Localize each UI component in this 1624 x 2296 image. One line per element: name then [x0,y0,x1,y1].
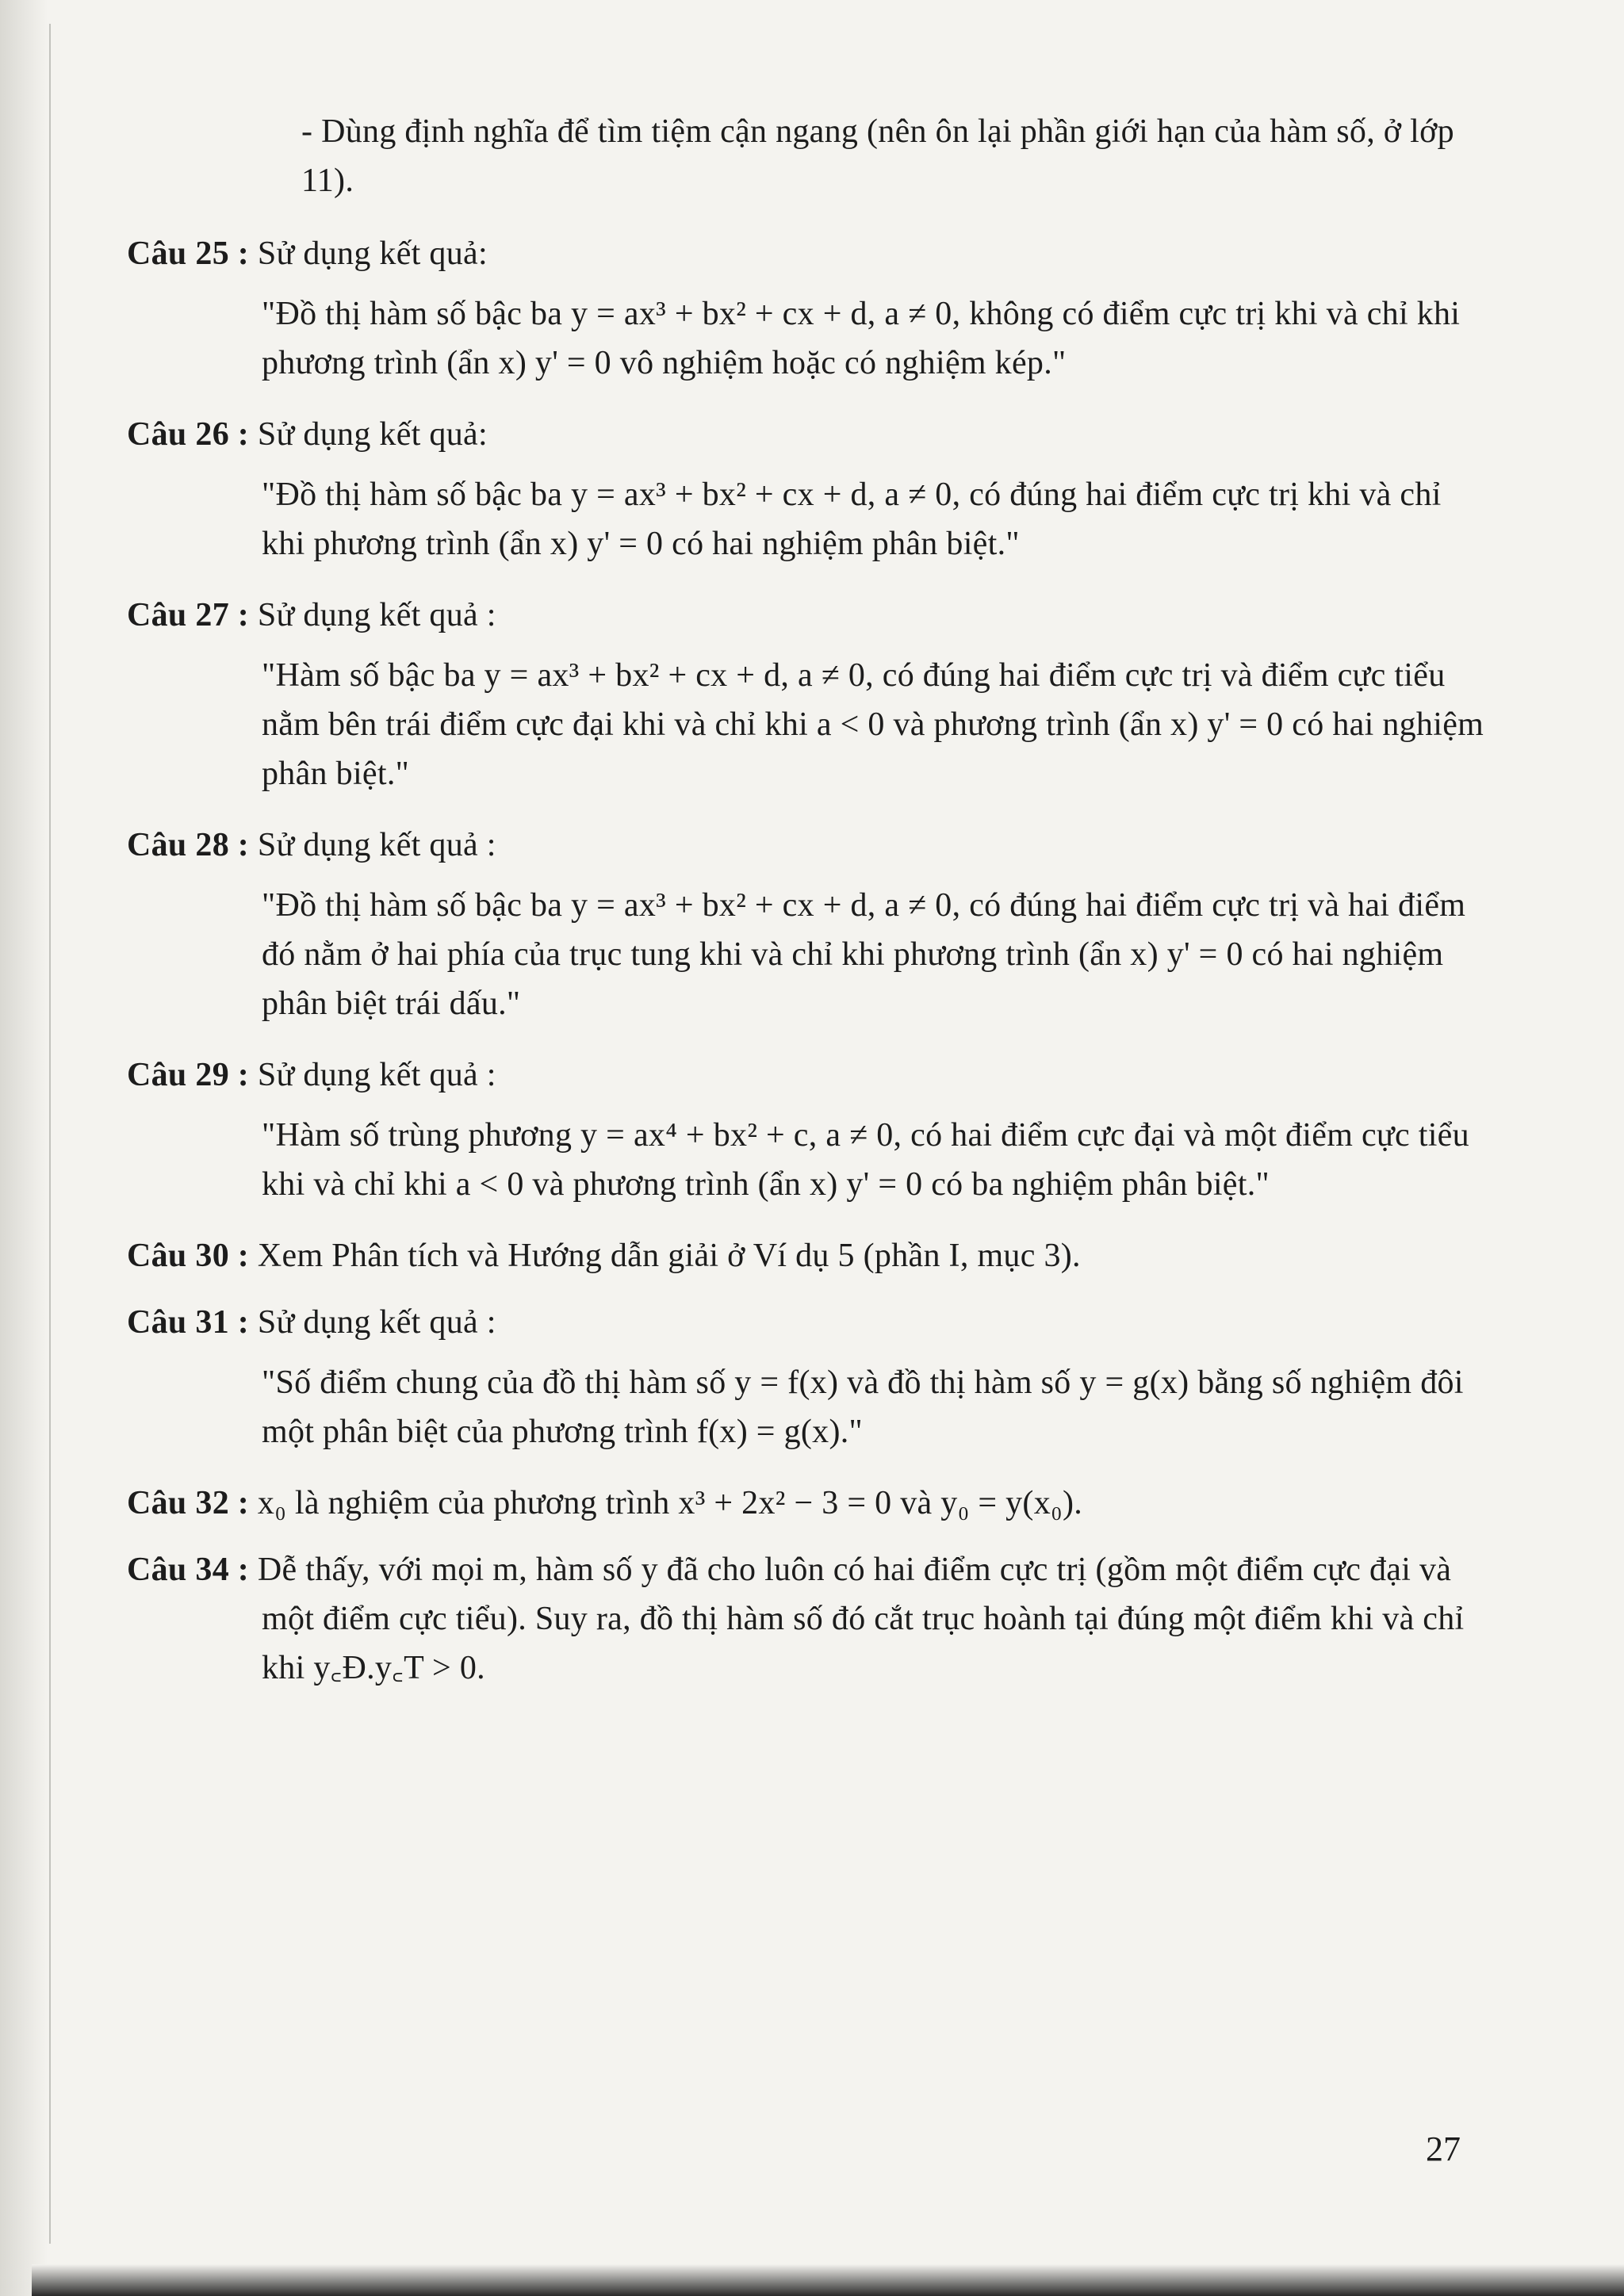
item-cau-34 [127,1545,1491,1693]
item-label: Câu 34 : [127,1552,250,1588]
item-lead: Sử dụng kết quả : [257,597,496,633]
item-label: Câu 28 : [127,827,250,863]
binding-line [49,24,51,2244]
item-cau-31 [127,1298,1491,1461]
item-lead: Sử dụng kết quả: [257,416,488,453]
item-label: Câu 32 : [127,1485,250,1521]
item-cau-30 [127,1231,1491,1280]
item-quote: "Hàm số trùng phương y = ax⁴ + bx² + c, a ≠ 0, có hai điểm cực đại và một điểm cực tiểu khi và chỉ khi a < 0 và phương trình (ẩn x) y' = 0 có ba nghiệm phân biệt." [262,1117,1469,1203]
item-quote: "Số điểm chung của đồ thị hàm số y = f(x) và đồ thị hàm số y = g(x) bằng số nghiệm đôi một phân biệt của phương trình f(x) = g(x)." [262,1364,1464,1450]
item-cau-32 [127,1479,1491,1528]
item-lead: Sử dụng kết quả : [257,1057,496,1093]
item-quote: "Đồ thị hàm số bậc ba y = ax³ + bx² + cx + d, a ≠ 0, có đúng hai điểm cực trị khi và chỉ khi phương trình (ẩn x) y' = 0 có hai nghiệm phân biệt." [262,476,1442,562]
intro-paragraph: - Dùng định nghĩa để tìm tiệm cận ngang (nên ôn lại phần giới hạn của hàm số, ở lớp 11). [301,113,1454,199]
item-lead: Xem Phân tích và Hướng dẫn giải ở Ví dụ 5 (phần I, mục 3). [257,1238,1081,1274]
item-label: Câu 27 : [127,597,250,633]
item-lead: Sử dụng kết quả : [257,1304,496,1341]
scan-bottom-shadow [32,2264,1624,2296]
page-body [127,107,1491,1710]
item-quote: "Đồ thị hàm số bậc ba y = ax³ + bx² + cx + d, a ≠ 0, có đúng hai điểm cực trị và hai điểm đó nằm ở hai phía của trục tung khi và chỉ khi phương trình (ẩn x) y' = 0 có hai nghiệm phân biệt trái dấu." [262,887,1466,1022]
item-lead: Sử dụng kết quả: [257,235,488,272]
item-cau-29 [127,1050,1491,1214]
item-lead: x₀ là nghiệm của phương trình x³ + 2x² − 3 = 0 và y₀ = y(x₀). [257,1485,1083,1521]
page-number: 27 [1426,2130,1461,2168]
item-cau-25 [127,229,1491,392]
item-cau-26 [127,410,1491,573]
item-label: Câu 30 : [127,1238,250,1274]
scan-edge [0,0,48,2296]
item-label: Câu 25 : [127,235,250,272]
item-quote: "Hàm số bậc ba y = ax³ + bx² + cx + d, a ≠ 0, có đúng hai điểm cực trị và điểm cực tiểu nằm bên trái điểm cực đại khi và chỉ khi a < 0 và phương trình (ẩn x) y' = 0 có hai nghiệm phân biệt." [262,657,1484,792]
item-label: Câu 26 : [127,416,250,453]
item-lead: Sử dụng kết quả : [257,827,496,863]
item-label: Câu 29 : [127,1057,250,1093]
item-cau-28 [127,821,1491,1033]
item-quote: "Đồ thị hàm số bậc ba y = ax³ + bx² + cx + d, a ≠ 0, không có điểm cực trị khi và chỉ khi phương trình (ẩn x) y' = 0 vô nghiệm hoặc có nghiệm kép." [262,296,1461,381]
item-lead: Dễ thấy, với mọi m, hàm số y đã cho luôn có hai điểm cực trị (gồm một điểm cực đại và một điểm cực tiểu). Suy ra, đồ thị hàm số đó cắt trục hoành tại đúng một điểm khi và chỉ khi y꜀Đ.y꜀T > 0. [257,1552,1465,1686]
item-label: Câu 31 : [127,1304,250,1341]
item-cau-27 [127,591,1491,803]
